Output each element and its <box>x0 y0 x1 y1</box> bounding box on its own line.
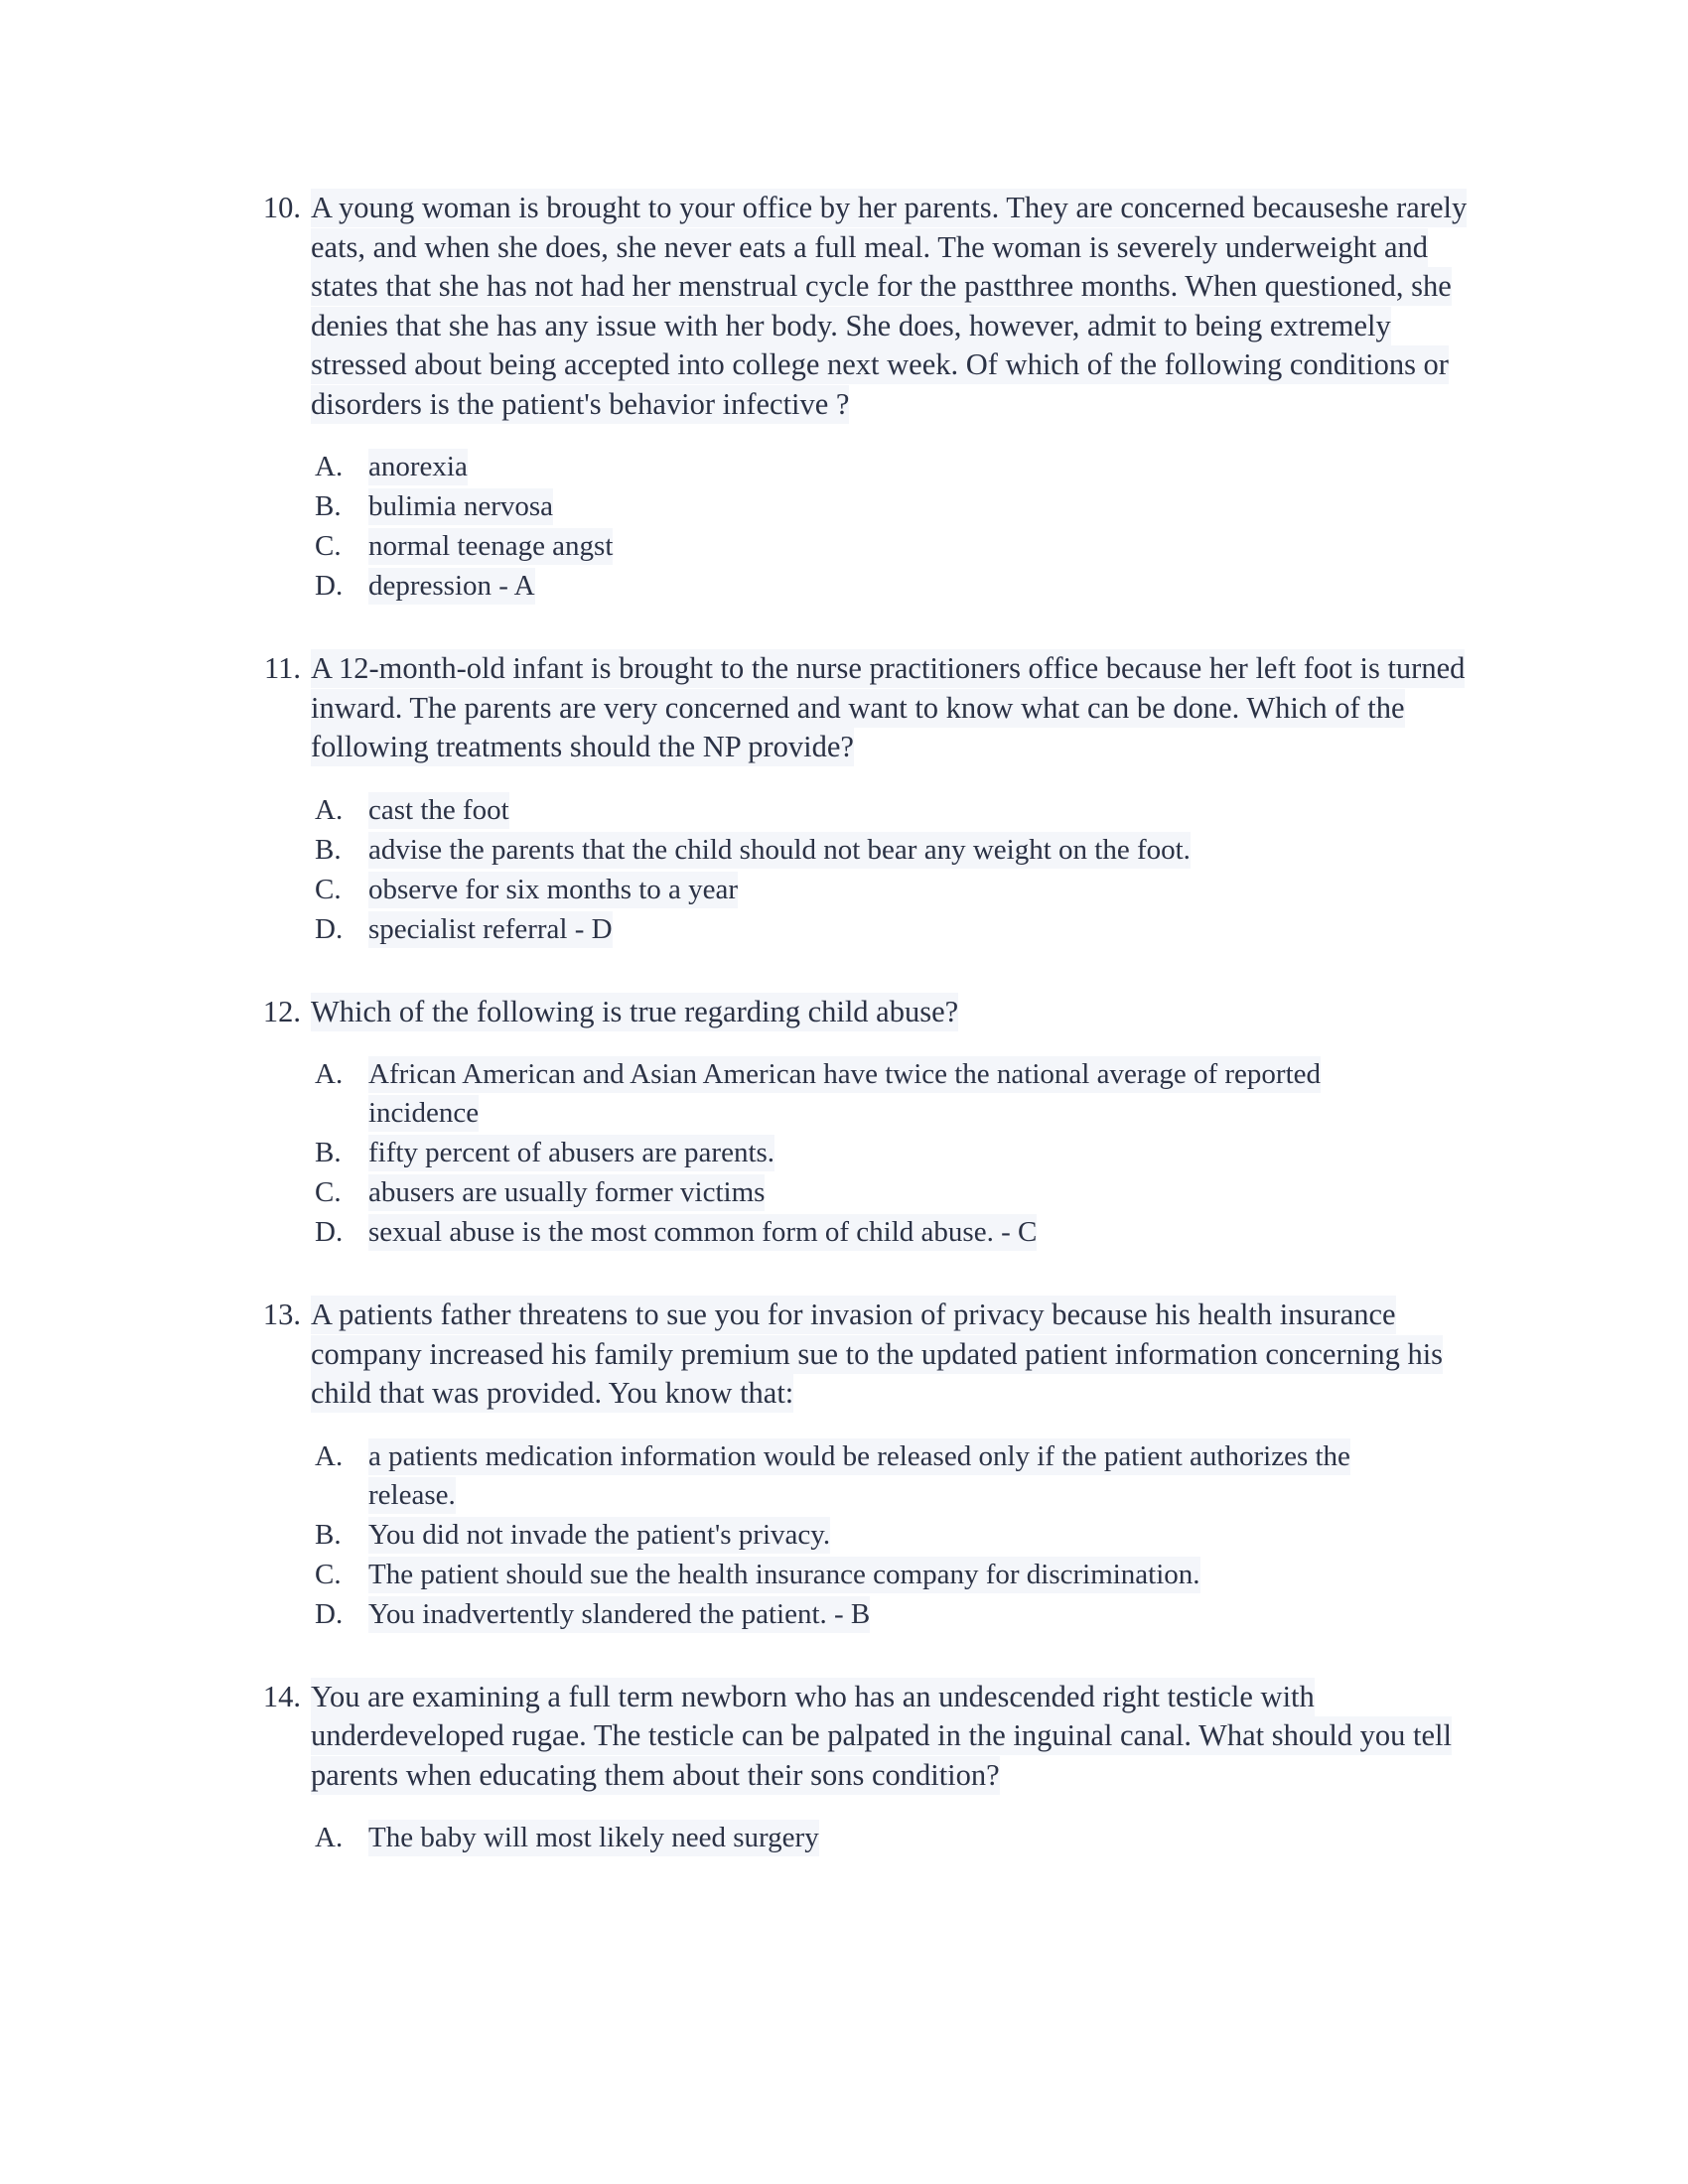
question-stem <box>311 993 1475 1032</box>
question-body <box>243 649 1475 767</box>
option-text-span: cast the foot <box>368 792 509 829</box>
option-item[interactable] <box>243 1173 1475 1212</box>
option-item[interactable] <box>243 1437 1475 1515</box>
option-item[interactable] <box>243 1516 1475 1555</box>
option-letter: C. <box>315 1558 342 1590</box>
option-letter: B. <box>315 1137 342 1168</box>
question-item-14 <box>243 1678 1475 1858</box>
question-body <box>243 1296 1475 1414</box>
option-text-span: normal teenage angst <box>368 528 613 565</box>
option-text <box>368 831 1376 870</box>
option-item[interactable] <box>243 527 1475 566</box>
option-text <box>368 1595 1376 1634</box>
option-item[interactable] <box>243 1213 1475 1252</box>
question-item-11 <box>243 649 1475 949</box>
question-stem-text: You are examining a full term newborn who has an undescended right testicle with underdeveloped rugae. The testicle can be palpated in the inguinal canal. What should you tell parents when educating them about their sons condition? <box>311 1678 1452 1795</box>
option-item[interactable] <box>243 910 1475 949</box>
question-stem-text: A patients father threatens to sue you for invasion of privacy because his health insurance company increased his family premium sue to the updated patient information concerning his child that was provided. You know that: <box>311 1296 1443 1413</box>
option-list <box>243 1055 1475 1252</box>
question-stem-text: A young woman is brought to your office by her parents. They are concerned becauseshe rarely eats, and when she does, she never eats a full meal. The woman is severely underweight and states that she has not had her menstrual cycle for the pastthree months. When questioned, she denies that she has any issue with her body. She does, however, admit to being extremely stressed about being accepted into college next week. Of which of the following conditions or disorders is the patient's behavior infective ? <box>311 189 1467 424</box>
question-number: 13. <box>262 1297 301 1331</box>
option-text <box>368 1055 1376 1133</box>
option-text <box>368 1213 1376 1252</box>
option-item[interactable] <box>243 448 1475 486</box>
option-text <box>368 487 1376 526</box>
option-text-span: abusers are usually former victims <box>368 1174 765 1211</box>
option-text-span: observe for six months to a year <box>368 872 738 908</box>
question-stem <box>311 1678 1475 1796</box>
option-text-span: You did not invade the patient's privacy. <box>368 1517 830 1554</box>
option-item[interactable] <box>243 871 1475 909</box>
option-item[interactable] <box>243 1134 1475 1172</box>
question-body <box>243 993 1475 1032</box>
option-text-span: specialist referral - D <box>368 911 613 948</box>
option-text <box>368 448 1376 486</box>
question-stem-text: Which of the following is true regarding child abuse? <box>311 993 958 1031</box>
question-item-12 <box>243 993 1475 1253</box>
question-stem <box>311 1296 1475 1414</box>
option-letter: B. <box>315 490 342 522</box>
option-letter: A. <box>315 793 344 826</box>
option-text <box>368 1173 1376 1212</box>
question-number: 10. <box>262 191 301 224</box>
option-text <box>368 910 1376 949</box>
option-text-span: The baby will most likely need surgery <box>368 1820 819 1856</box>
option-letter: A. <box>315 1439 344 1472</box>
option-letter: D. <box>315 1216 344 1248</box>
option-text-span: African American and Asian American have twice the national average of reported incidence <box>368 1056 1321 1132</box>
option-text-span: depression - A <box>368 568 535 605</box>
option-list <box>243 1437 1475 1634</box>
option-text <box>368 791 1376 830</box>
option-text-span: fifty percent of abusers are parents. <box>368 1135 774 1171</box>
option-letter: D. <box>315 570 344 602</box>
option-item[interactable] <box>243 1055 1475 1133</box>
question-stem <box>311 649 1475 767</box>
option-list <box>243 1819 1475 1857</box>
question-number: 11. <box>264 651 301 685</box>
option-text <box>368 871 1376 909</box>
question-body <box>243 1678 1475 1796</box>
question-item-10 <box>243 189 1475 606</box>
option-item[interactable] <box>243 1556 1475 1594</box>
option-text-span: bulimia nervosa <box>368 488 553 525</box>
question-list <box>243 189 1475 1857</box>
option-text <box>368 1516 1376 1555</box>
option-text <box>368 1556 1376 1594</box>
option-letter: A. <box>315 1822 344 1853</box>
question-number: 14. <box>262 1679 301 1713</box>
option-letter: A. <box>315 1058 344 1090</box>
option-text <box>368 1819 1376 1857</box>
question-number: 12. <box>262 994 301 1028</box>
option-letter: C. <box>315 530 342 562</box>
question-stem <box>311 189 1475 424</box>
question-stem-text: A 12-month-old infant is brought to the nurse practitioners office because her left foot is turned inward. The parents are very concerned and want to know what can be done. Which of the following treatments should the NP provide? <box>311 649 1465 766</box>
option-item[interactable] <box>243 1819 1475 1857</box>
option-text-span: a patients medication information would be released only if the patient authorizes the release. <box>368 1438 1350 1514</box>
option-item[interactable] <box>243 831 1475 870</box>
option-text-span: advise the parents that the child should not bear any weight on the foot. <box>368 832 1191 869</box>
option-text <box>368 1134 1376 1172</box>
option-item[interactable] <box>243 1595 1475 1634</box>
option-letter: D. <box>315 1597 344 1630</box>
option-text-span: sexual abuse is the most common form of child abuse. - C <box>368 1214 1037 1251</box>
option-text-span: You inadvertently slandered the patient. - B <box>368 1596 870 1633</box>
option-text <box>368 567 1376 606</box>
option-item[interactable] <box>243 567 1475 606</box>
option-text <box>368 527 1376 566</box>
question-item-13 <box>243 1296 1475 1634</box>
option-letter: A. <box>315 451 344 482</box>
option-list <box>243 791 1475 949</box>
option-list <box>243 448 1475 606</box>
option-letter: B. <box>315 1518 342 1551</box>
question-body <box>243 189 1475 424</box>
option-letter: C. <box>315 873 342 905</box>
option-item[interactable] <box>243 791 1475 830</box>
option-letter: C. <box>315 1176 342 1208</box>
option-letter: B. <box>315 833 342 866</box>
option-item[interactable] <box>243 487 1475 526</box>
option-text <box>368 1437 1376 1515</box>
option-text-span: anorexia <box>368 449 468 485</box>
option-letter: D. <box>315 912 344 945</box>
option-text-span: The patient should sue the health insurance company for discrimination. <box>368 1557 1200 1593</box>
